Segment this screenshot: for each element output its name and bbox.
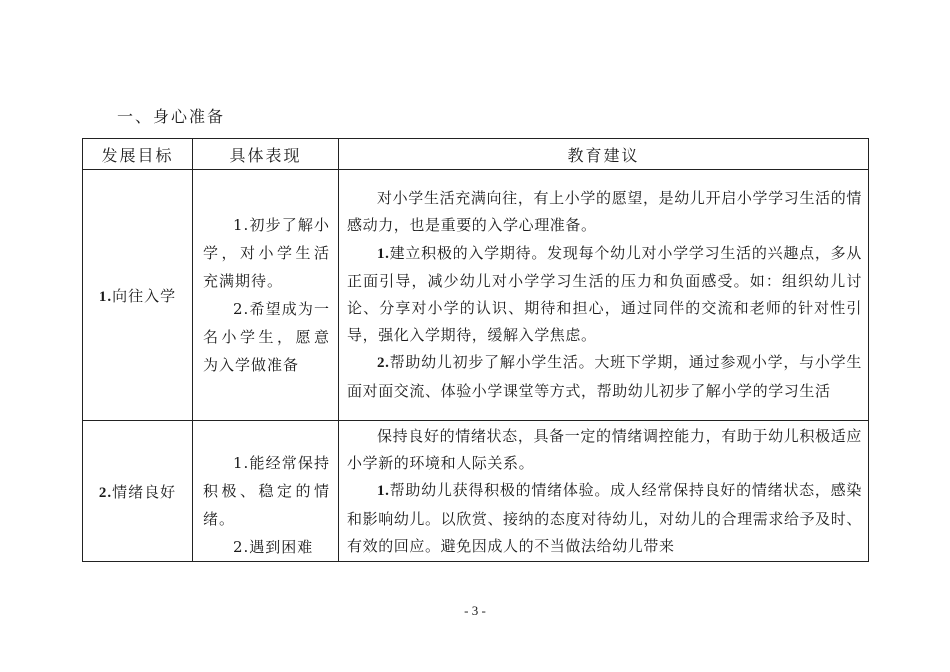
goal-cell	[83, 170, 193, 421]
suggestion-text: 发现每个幼儿对小学学习生活的兴趣点，多从正面引导，减少幼儿对小学学习生活的压力和负面感受。如：组织幼儿讨论、分享对小学的认识、期待和担心，通过同伴的交流和老师的针对性引导，强化入学期待，缓解入学焦虑。	[347, 243, 862, 345]
suggestion-title: 建立积极的入学期待。	[389, 243, 548, 262]
suggestion-title: 1.	[377, 245, 390, 262]
suggestion-title: 帮助幼儿获得积极的情绪体验。	[389, 481, 611, 500]
header-goal: 发展目标	[83, 139, 193, 170]
section-title: 一、身心准备	[117, 107, 226, 126]
header-performance: 具体表现	[193, 139, 339, 170]
goal-number: 1.	[98, 288, 113, 305]
table-row	[83, 421, 869, 562]
suggestion-intro: 保持良好的情绪状态，具备一定的情绪调控能力，有助于幼儿积极适应小学新的环境和人际关系。	[347, 427, 862, 473]
performance-cell	[193, 421, 339, 562]
goal-text: 向往入学	[112, 286, 177, 305]
suggestion-intro: 对小学生活充满向往，有上小学的愿望，是幼儿开启小学学习生活的情感动力，也是重要的入学心理准备。	[347, 189, 862, 235]
performance-item: 1.初步了解小学，对小学生活充满期待。	[203, 216, 330, 290]
suggestion-text: 大班下学期，通过参观小学，与小学生面对面交流、体验小学课堂等方式，帮助幼儿初步了解小学的学习生活	[347, 353, 862, 400]
goal-cell	[83, 421, 193, 562]
suggestion-item	[347, 477, 862, 560]
performance-item: 2.希望成为一名小学生，愿意为入学做准备	[203, 300, 330, 374]
page-number: - 3 -	[464, 603, 486, 618]
performance-cell	[193, 170, 339, 421]
header-suggestion: 教育建议	[339, 139, 869, 170]
suggestion-item	[347, 349, 862, 404]
suggestion-title: 1.	[377, 483, 390, 500]
suggestion-cell	[339, 170, 869, 421]
suggestion-title: 帮助幼儿初步了解小学生活。	[389, 353, 595, 372]
goal-number: 2.	[98, 484, 113, 501]
suggestion-cell	[339, 421, 869, 562]
table-header-row	[83, 139, 869, 170]
table-row	[83, 170, 869, 421]
readiness-table	[82, 138, 869, 562]
goal-text: 情绪良好	[112, 482, 177, 501]
suggestion-text: 成人经常保持良好的情绪状态，感染和影响幼儿。以欣赏、接纳的态度对待幼儿，对幼儿的合理需求给予及时、有效的回应。避免因成人的不当做法给幼儿带来	[347, 481, 862, 555]
performance-item: 2.遇到困难	[233, 538, 314, 556]
performance-item: 1.能经常保持积极、稳定的情绪。	[203, 454, 330, 528]
suggestion-title: 2.	[377, 355, 390, 372]
suggestion-item	[347, 240, 862, 350]
